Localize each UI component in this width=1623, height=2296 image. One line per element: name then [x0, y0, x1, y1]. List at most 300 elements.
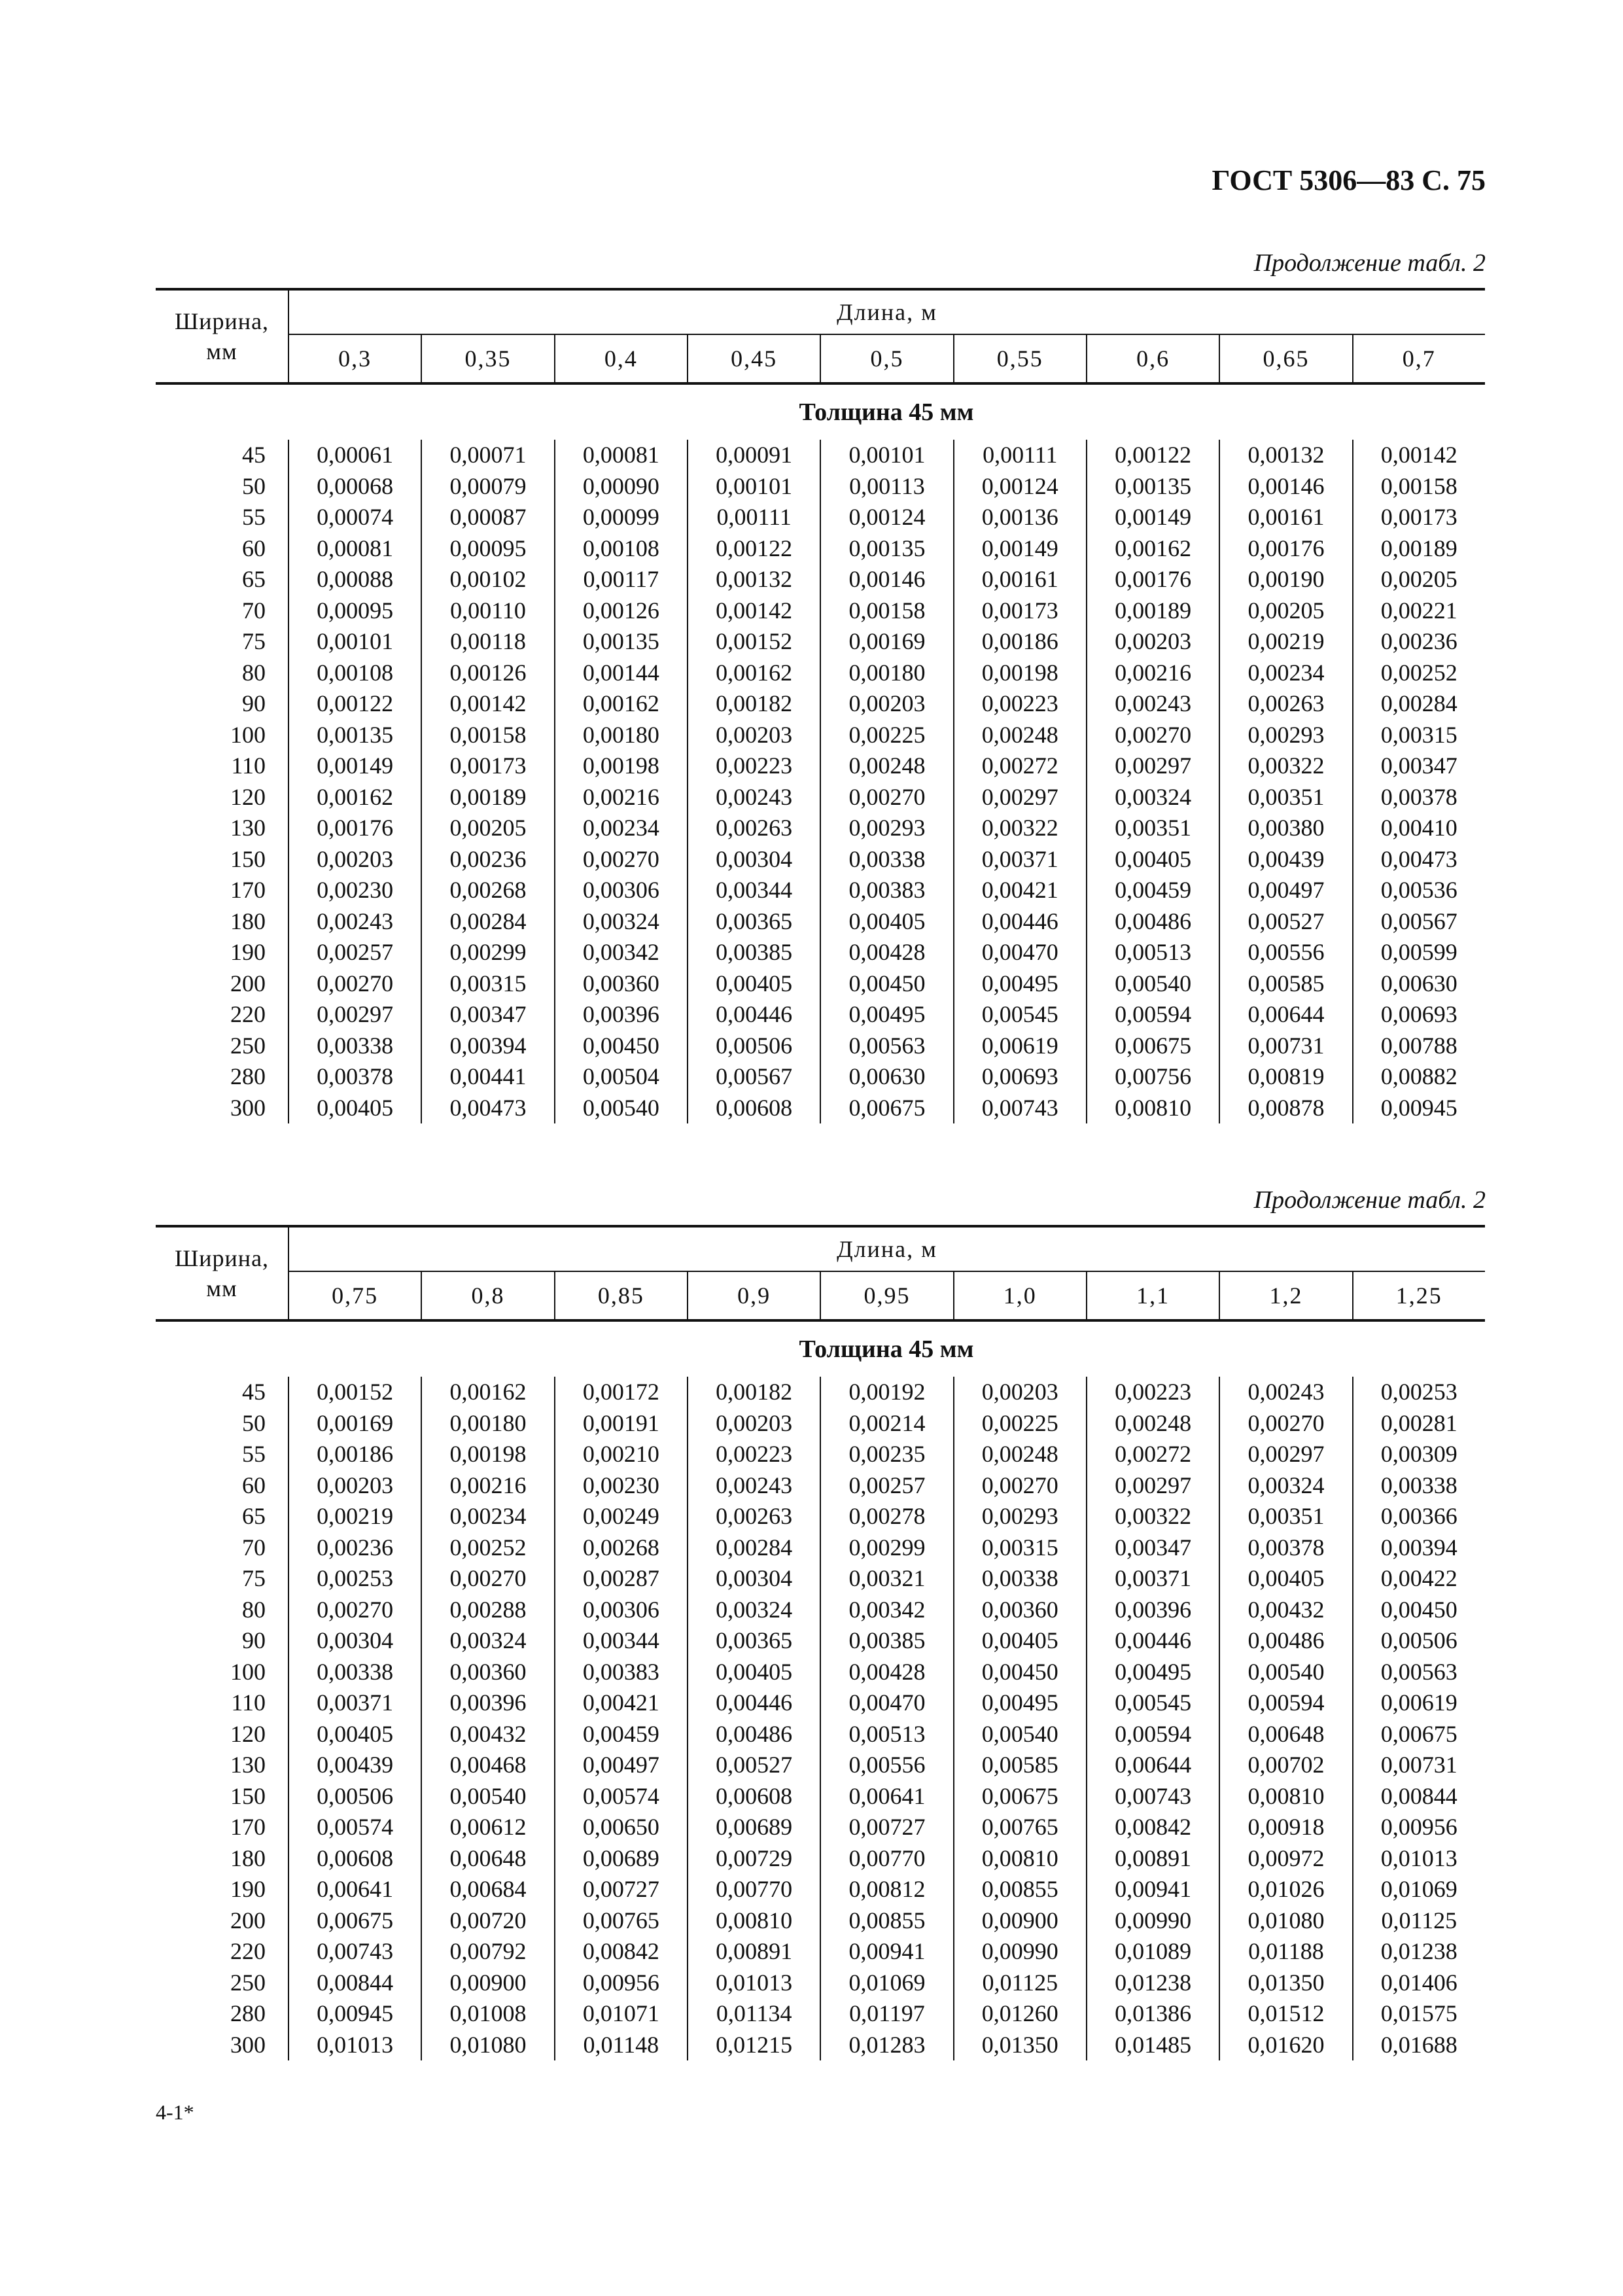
- value-cell: 0,00299: [449, 939, 527, 965]
- value-cell: 0,00563: [1380, 1658, 1457, 1685]
- length-header-group: [288, 291, 1485, 382]
- value-cell: 0,00322: [1115, 1503, 1192, 1529]
- value-cell: 0,00101: [848, 442, 926, 468]
- value-cell: 0,00230: [317, 877, 394, 903]
- value-cell: 0,00321: [848, 1565, 926, 1591]
- value-cell: 0,00347: [1380, 752, 1457, 779]
- value-column: [820, 440, 952, 1123]
- value-cell: 0,00108: [582, 535, 659, 561]
- value-cell: 0,00132: [1248, 442, 1325, 468]
- value-cell: 0,00182: [716, 690, 793, 716]
- value-cell: 0,00243: [716, 1472, 793, 1498]
- value-cell: 0,00945: [1380, 1094, 1457, 1121]
- value-cell: 0,00432: [449, 1720, 527, 1747]
- length-col-header: 1,2: [1219, 1272, 1352, 1319]
- value-cell: 0,00252: [1380, 659, 1457, 686]
- width-cell: 100: [230, 721, 266, 748]
- value-cell: 0,01350: [1248, 1969, 1325, 1996]
- value-cell: 0,00495: [848, 1001, 926, 1027]
- length-col-header: 0,45: [687, 335, 820, 382]
- value-cell: 0,00394: [449, 1032, 527, 1059]
- width-cell: 65: [242, 566, 266, 592]
- value-cell: 0,00731: [1380, 1752, 1457, 1778]
- value-cell: 0,00371: [1115, 1565, 1192, 1591]
- value-cell: 0,00169: [848, 628, 926, 654]
- value-cell: 0,00236: [449, 845, 527, 872]
- value-cell: 0,00684: [449, 1876, 527, 1902]
- value-cell: 0,00788: [1380, 1032, 1457, 1059]
- value-cell: 0,00428: [848, 939, 926, 965]
- value-cell: 0,00594: [1115, 1001, 1192, 1027]
- value-cell: 0,00385: [848, 1627, 926, 1653]
- width-cell: 50: [242, 472, 266, 499]
- value-cell: 0,00770: [716, 1876, 793, 1902]
- value-cell: 0,01238: [1115, 1969, 1192, 1996]
- value-cell: 0,00792: [449, 1938, 527, 1964]
- length-col-header: 0,55: [953, 335, 1086, 382]
- continuation-label-1: Продолжение табл. 2: [1253, 249, 1486, 277]
- width-cell: 170: [230, 1814, 266, 1840]
- value-cell: 0,00619: [1380, 1689, 1457, 1716]
- value-cell: 0,00585: [981, 1752, 1058, 1778]
- value-cell: 0,01008: [449, 2000, 527, 2026]
- value-cell: 0,00216: [1115, 659, 1192, 686]
- volume-table-2: [156, 1225, 1485, 2060]
- value-cell: 0,00765: [981, 1814, 1058, 1840]
- value-cell: 0,00173: [449, 752, 527, 779]
- value-cell: 0,00556: [1248, 939, 1325, 965]
- value-cell: 0,00281: [1380, 1409, 1457, 1436]
- value-cell: 0,00540: [582, 1094, 659, 1121]
- value-cell: 0,00272: [1115, 1441, 1192, 1467]
- value-cell: 0,00470: [981, 939, 1058, 965]
- value-cell: 0,00253: [317, 1565, 394, 1591]
- length-header: Длина, м: [288, 291, 1485, 335]
- value-cell: 0,00284: [449, 908, 527, 934]
- value-cell: 0,00315: [449, 970, 527, 997]
- value-cell: 0,01215: [716, 2031, 793, 2058]
- value-cell: 0,00186: [981, 628, 1058, 654]
- width-cell: 90: [242, 1627, 266, 1653]
- value-cell: 0,00405: [716, 1658, 793, 1685]
- value-cell: 0,00371: [317, 1689, 394, 1716]
- value-cell: 0,00146: [848, 566, 926, 592]
- width-cell: 170: [230, 877, 266, 903]
- value-cell: 0,00270: [317, 970, 394, 997]
- value-cell: 0,00176: [1115, 566, 1192, 592]
- width-column-header: [156, 291, 288, 382]
- value-cell: 0,00162: [582, 690, 659, 716]
- value-cell: 0,00324: [716, 1596, 793, 1623]
- value-cell: 0,00146: [1248, 472, 1325, 499]
- value-cell: 0,00223: [716, 1441, 793, 1467]
- value-cell: 0,00900: [981, 1907, 1058, 1934]
- length-header: Длина, м: [288, 1227, 1485, 1272]
- length-col-header: 0,85: [554, 1272, 687, 1319]
- value-cell: 0,01620: [1248, 2031, 1325, 2058]
- width-cell: 190: [230, 1876, 266, 1902]
- value-cell: 0,00810: [1248, 1782, 1325, 1809]
- value-cell: 0,00293: [1248, 721, 1325, 748]
- value-cell: 0,00101: [716, 472, 793, 499]
- value-cell: 0,01188: [1248, 1938, 1324, 1964]
- value-cell: 0,00288: [449, 1596, 527, 1623]
- value-cell: 0,00891: [716, 1938, 793, 1964]
- value-cell: 0,00126: [449, 659, 527, 686]
- value-cell: 0,00459: [582, 1720, 659, 1747]
- value-cell: 0,00378: [1248, 1534, 1325, 1561]
- value-cell: 0,00648: [449, 1845, 527, 1871]
- value-column: [1219, 1377, 1352, 2060]
- value-cell: 0,00383: [848, 877, 926, 903]
- value-cell: 0,00248: [981, 1441, 1058, 1467]
- value-cell: 0,00563: [848, 1032, 926, 1059]
- value-cell: 0,00450: [1380, 1596, 1457, 1623]
- value-cell: 0,00446: [981, 908, 1058, 934]
- value-cell: 0,00225: [848, 721, 926, 748]
- width-cell: 130: [230, 815, 266, 841]
- value-cell: 0,00270: [981, 1472, 1058, 1498]
- value-cell: 0,00956: [582, 1969, 659, 1996]
- value-cell: 0,00459: [1115, 877, 1192, 903]
- value-cell: 0,00486: [1248, 1627, 1325, 1653]
- value-cell: 0,00439: [1248, 845, 1325, 872]
- value-cell: 0,00152: [716, 628, 793, 654]
- value-column: [820, 1377, 952, 2060]
- width-cell: 75: [242, 1565, 266, 1591]
- value-cell: 0,00257: [317, 939, 394, 965]
- value-cell: 0,00243: [1248, 1379, 1325, 1405]
- value-cell: 0,00743: [1115, 1782, 1192, 1809]
- value-cell: 0,01283: [848, 2031, 926, 2058]
- value-cell: 0,00253: [1380, 1379, 1457, 1405]
- value-cell: 0,00158: [449, 721, 527, 748]
- value-cell: 0,00270: [848, 783, 926, 810]
- value-cell: 0,00108: [317, 659, 394, 686]
- value-cell: 0,00203: [848, 690, 926, 716]
- value-cell: 0,00342: [582, 939, 659, 965]
- value-cell: 0,00176: [1248, 535, 1325, 561]
- value-cell: 0,00540: [981, 1720, 1058, 1747]
- value-cell: 0,00099: [582, 504, 659, 530]
- value-cell: 0,00396: [1115, 1596, 1192, 1623]
- value-cell: 0,00293: [848, 815, 926, 841]
- table-header: [156, 1225, 1485, 1322]
- value-cell: 0,00095: [449, 535, 527, 561]
- value-cell: 0,00727: [582, 1876, 659, 1902]
- value-cell: 0,00198: [582, 752, 659, 779]
- width-cell: 45: [242, 1379, 266, 1405]
- value-cell: 0,00473: [1380, 845, 1457, 872]
- value-cell: 0,00421: [981, 877, 1058, 903]
- width-cell: 190: [230, 939, 266, 965]
- value-cell: 0,00567: [1380, 908, 1457, 934]
- value-cell: 0,00545: [1115, 1689, 1192, 1716]
- value-cell: 0,01148: [583, 2031, 659, 2058]
- value-cell: 0,00495: [981, 970, 1058, 997]
- width-cell: 90: [242, 690, 266, 716]
- value-cell: 0,00189: [1115, 597, 1192, 624]
- value-cell: 0,01069: [848, 1969, 926, 1996]
- value-cell: 0,00149: [981, 535, 1058, 561]
- value-cell: 0,00446: [1115, 1627, 1192, 1653]
- value-cell: 0,00252: [449, 1534, 527, 1561]
- value-cell: 0,00118: [450, 628, 526, 654]
- value-cell: 0,00297: [317, 1001, 394, 1027]
- length-col-header: 0,6: [1086, 335, 1219, 382]
- value-cell: 0,00360: [981, 1596, 1058, 1623]
- value-cell: 0,00158: [1380, 472, 1457, 499]
- value-cell: 0,00126: [582, 597, 659, 624]
- value-cell: 0,00574: [582, 1782, 659, 1809]
- value-cell: 0,00630: [848, 1063, 926, 1089]
- value-cell: 0,00743: [317, 1938, 394, 1964]
- value-cell: 0,00189: [1380, 535, 1457, 561]
- value-cell: 0,00810: [1115, 1094, 1192, 1121]
- value-cell: 0,00101: [317, 628, 394, 654]
- value-cell: 0,00322: [981, 815, 1058, 841]
- length-col-header: 0,75: [288, 1272, 421, 1319]
- value-cell: 0,00306: [582, 1596, 659, 1623]
- value-cell: 0,01013: [716, 1969, 793, 1996]
- value-cell: 0,00383: [582, 1658, 659, 1685]
- value-cell: 0,00182: [716, 1379, 793, 1405]
- value-cell: 0,00891: [1115, 1845, 1192, 1871]
- value-cell: 0,00135: [1115, 472, 1192, 499]
- value-cell: 0,00972: [1248, 1845, 1325, 1871]
- value-cell: 0,00223: [981, 690, 1058, 716]
- value-cell: 0,01125: [982, 1969, 1058, 1996]
- section-title: Толщина 45 мм: [799, 398, 974, 426]
- value-cell: 0,00351: [1248, 1503, 1325, 1529]
- value-cell: 0,00142: [1380, 442, 1457, 468]
- value-cell: 0,00124: [848, 504, 926, 530]
- value-cell: 0,00284: [716, 1534, 793, 1561]
- value-cell: 0,00342: [848, 1596, 926, 1623]
- value-cell: 0,01013: [1380, 1845, 1457, 1871]
- value-cell: 0,00297: [1115, 1472, 1192, 1498]
- value-cell: 0,00074: [317, 504, 394, 530]
- value-cell: 0,00169: [317, 1409, 394, 1436]
- value-cell: 0,00990: [1115, 1907, 1192, 1934]
- value-cell: 0,00513: [1115, 939, 1192, 965]
- value-cell: 0,00068: [317, 472, 394, 499]
- value-cell: 0,00263: [716, 1503, 793, 1529]
- value-cell: 0,00650: [582, 1814, 659, 1840]
- width-column-header: [156, 1227, 288, 1319]
- value-cell: 0,00743: [981, 1094, 1058, 1121]
- width-header-unit: мм: [206, 1275, 237, 1301]
- value-cell: 0,00079: [449, 472, 527, 499]
- width-column: [156, 1377, 288, 2060]
- value-cell: 0,01238: [1380, 1938, 1457, 1964]
- value-cell: 0,00270: [449, 1565, 527, 1591]
- value-cell: 0,00272: [981, 752, 1058, 779]
- value-cell: 0,00110: [450, 597, 526, 624]
- value-cell: 0,00221: [1380, 597, 1457, 624]
- footer-mark: 4-1*: [156, 2100, 194, 2124]
- value-cell: 0,00135: [848, 535, 926, 561]
- value-cell: 0,00135: [582, 628, 659, 654]
- value-cell: 0,00770: [848, 1845, 926, 1871]
- value-cell: 0,00122: [317, 690, 394, 716]
- value-cell: 0,00556: [848, 1752, 926, 1778]
- value-cell: 0,00216: [582, 783, 659, 810]
- value-cell: 0,00504: [582, 1063, 659, 1089]
- value-column: [554, 440, 687, 1123]
- value-cell: 0,00693: [981, 1063, 1058, 1089]
- value-cell: 0,00608: [716, 1094, 793, 1121]
- value-cell: 0,00486: [716, 1720, 793, 1747]
- value-cell: 0,00470: [848, 1689, 926, 1716]
- value-cell: 0,00149: [1115, 504, 1192, 530]
- value-cell: 0,00540: [1248, 1658, 1325, 1685]
- value-cell: 0,00203: [716, 1409, 793, 1436]
- volume-table-1: [156, 288, 1485, 1123]
- value-cell: 0,00293: [981, 1503, 1058, 1529]
- value-cell: 0,00612: [449, 1814, 527, 1840]
- value-cell: 0,00536: [1380, 877, 1457, 903]
- width-cell: 70: [242, 1534, 266, 1561]
- width-cell: 150: [230, 1782, 266, 1809]
- value-cell: 0,00268: [449, 877, 527, 903]
- length-columns: [288, 335, 1485, 382]
- width-cell: 300: [230, 1094, 266, 1121]
- value-cell: 0,00205: [1380, 566, 1457, 592]
- value-cell: 0,00203: [317, 845, 394, 872]
- value-cell: 0,00810: [981, 1845, 1058, 1871]
- value-cell: 0,01013: [317, 2031, 394, 2058]
- value-cell: 0,00842: [582, 1938, 659, 1964]
- value-cell: 0,00061: [317, 442, 394, 468]
- value-cell: 0,00882: [1380, 1063, 1457, 1089]
- value-cell: 0,00189: [449, 783, 527, 810]
- value-cell: 0,00210: [582, 1441, 659, 1467]
- width-cell: 280: [230, 2000, 266, 2026]
- value-column: [1352, 1377, 1485, 2060]
- page-header: ГОСТ 5306—83 С. 75: [1212, 164, 1486, 196]
- width-cell: 55: [242, 1441, 266, 1467]
- value-cell: 0,00450: [981, 1658, 1058, 1685]
- value-cell: 0,01386: [1115, 2000, 1192, 2026]
- width-cell: 55: [242, 504, 266, 530]
- value-cell: 0,00608: [317, 1845, 394, 1871]
- value-cell: 0,00567: [716, 1063, 793, 1089]
- width-header-label: Ширина,: [174, 308, 270, 334]
- value-cell: 0,00248: [981, 721, 1058, 748]
- value-cell: 0,00324: [582, 908, 659, 934]
- value-cell: 0,00268: [582, 1534, 659, 1561]
- value-cell: 0,00324: [1248, 1472, 1325, 1498]
- value-cell: 0,00243: [716, 783, 793, 810]
- value-cell: 0,00297: [981, 783, 1058, 810]
- value-cell: 0,00180: [449, 1409, 527, 1436]
- value-cell: 0,00990: [981, 1938, 1058, 1964]
- value-cell: 0,00844: [1380, 1782, 1457, 1809]
- width-cell: 65: [242, 1503, 266, 1529]
- value-cell: 0,00198: [449, 1441, 527, 1467]
- length-col-header: 0,65: [1219, 335, 1352, 382]
- width-cell: 80: [242, 659, 266, 686]
- value-cell: 0,00422: [1380, 1565, 1457, 1591]
- value-cell: 0,00486: [1115, 908, 1192, 934]
- value-cell: 0,00819: [1248, 1063, 1325, 1089]
- value-cell: 0,00365: [716, 1627, 793, 1653]
- value-cell: 0,01197: [849, 2000, 925, 2026]
- value-cell: 0,00186: [317, 1441, 394, 1467]
- value-cell: 0,00315: [981, 1534, 1058, 1561]
- value-cell: 0,00648: [1248, 1720, 1325, 1747]
- value-column: [421, 440, 553, 1123]
- width-cell: 45: [242, 442, 266, 468]
- value-cell: 0,00506: [716, 1032, 793, 1059]
- value-cell: 0,00693: [1380, 1001, 1457, 1027]
- width-cell: 100: [230, 1658, 266, 1685]
- length-col-header: 0,4: [554, 335, 687, 382]
- value-cell: 0,00630: [1380, 970, 1457, 997]
- width-cell: 110: [231, 1689, 266, 1716]
- value-cell: 0,00338: [317, 1032, 394, 1059]
- value-cell: 0,00243: [1115, 690, 1192, 716]
- value-cell: 0,00309: [1380, 1441, 1457, 1467]
- value-cell: 0,00394: [1380, 1534, 1457, 1561]
- length-col-header: 0,95: [820, 1272, 952, 1319]
- value-cell: 0,00594: [1248, 1689, 1325, 1716]
- value-cell: 0,00446: [716, 1001, 793, 1027]
- value-cell: 0,00230: [582, 1472, 659, 1498]
- width-cell: 60: [242, 535, 266, 561]
- value-cell: 0,00527: [1248, 908, 1325, 934]
- value-cell: 0,00297: [1115, 752, 1192, 779]
- value-column: [953, 440, 1086, 1123]
- value-cell: 0,00162: [716, 659, 793, 686]
- value-column: [687, 440, 820, 1123]
- value-cell: 0,00162: [449, 1379, 527, 1405]
- width-cell: 220: [230, 1938, 266, 1964]
- value-cell: 0,00278: [848, 1503, 926, 1529]
- value-cell: 0,00136: [981, 504, 1058, 530]
- value-cell: 0,00405: [1248, 1565, 1325, 1591]
- value-cell: 0,00180: [848, 659, 926, 686]
- value-cell: 0,00338: [981, 1565, 1058, 1591]
- length-col-header: 1,1: [1086, 1272, 1219, 1319]
- value-cell: 0,00497: [1248, 877, 1325, 903]
- width-cell: 180: [230, 1845, 266, 1871]
- value-cell: 0,00731: [1248, 1032, 1325, 1059]
- value-cell: 0,00287: [582, 1565, 659, 1591]
- value-cell: 0,00421: [582, 1689, 659, 1716]
- value-cell: 0,00111: [983, 442, 1058, 468]
- value-column: [1352, 440, 1485, 1123]
- value-cell: 0,00366: [1380, 1503, 1457, 1529]
- value-cell: 0,00405: [716, 970, 793, 997]
- length-columns: [288, 1272, 1485, 1319]
- value-cell: 0,00497: [582, 1752, 659, 1778]
- length-col-header: 1,0: [953, 1272, 1086, 1319]
- value-cell: 0,00675: [1380, 1720, 1457, 1747]
- value-cell: 0,00095: [317, 597, 394, 624]
- value-cell: 0,00506: [1380, 1627, 1457, 1653]
- value-cell: 0,00540: [1115, 970, 1192, 997]
- value-cell: 0,00441: [449, 1063, 527, 1089]
- value-cell: 0,01406: [1380, 1969, 1457, 1996]
- value-cell: 0,00380: [1248, 815, 1325, 841]
- value-cell: 0,00198: [981, 659, 1058, 686]
- value-cell: 0,00234: [582, 815, 659, 841]
- value-cell: 0,00855: [848, 1907, 926, 1934]
- value-cell: 0,00344: [716, 877, 793, 903]
- width-cell: 180: [230, 908, 266, 934]
